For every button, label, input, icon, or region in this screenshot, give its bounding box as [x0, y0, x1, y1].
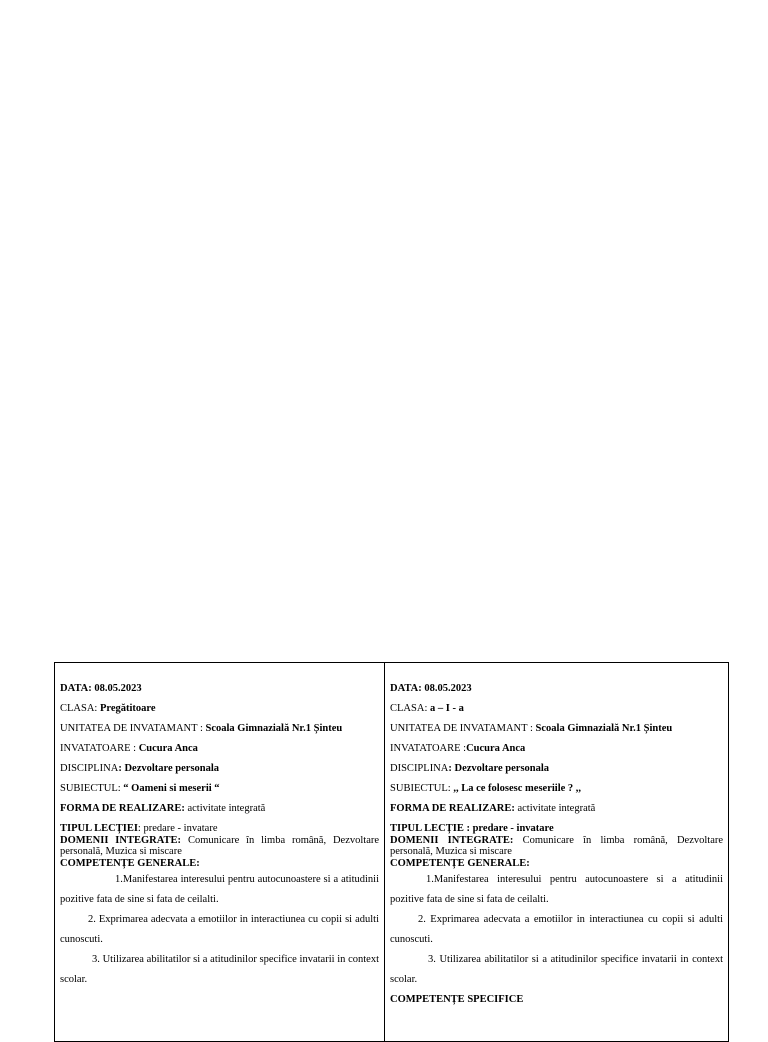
discipline-value: : Dezvoltare personala [448, 763, 550, 774]
subject-label: SUBIECTUL: [390, 783, 451, 794]
form-label: FORMA DE REALIZARE: [390, 803, 515, 814]
competence-item: 3. Utilizarea abilitatilor si a atitudinilor specifice invatarii in context scolar. [390, 954, 723, 985]
form-value: activitate integrată [187, 803, 266, 814]
specific-competences-title: COMPETENȚE SPECIFICE [390, 994, 524, 1005]
form-row [390, 799, 723, 819]
teacher-value: Cucura Anca [466, 743, 526, 754]
discipline-row [60, 759, 379, 779]
subject-label: SUBIECTUL: [60, 783, 121, 794]
competence-item: 1.Manifestarea interesului pentru autocunoastere si a atitudinii pozitive fata de sine si fata de ceilalti. [60, 874, 380, 905]
class-value: Pregătitoare [99, 703, 156, 714]
lesson-type-label: TIPUL LECȚIE : [390, 823, 470, 834]
form-value: activitate integrată [517, 803, 596, 814]
right-column [385, 663, 728, 1041]
teacher-label: INVATATOARE : [390, 743, 467, 754]
lesson-type-row [60, 823, 379, 835]
class-row [390, 699, 723, 719]
lesson-type-value: : predare - invatare [137, 823, 218, 834]
teacher-value: Cucura Anca [138, 743, 198, 754]
date-label: DATA: [60, 683, 92, 694]
school-row [60, 719, 379, 739]
subject-row [390, 779, 723, 799]
discipline-value: : Dezvoltare personala [118, 763, 220, 774]
class-value: a – I - a [429, 703, 464, 714]
lesson-plan-table [54, 662, 729, 1042]
competence-item: 2. Exprimarea adecvata a emotiilor in interactiunea cu copii si adulti cunoscuti. [60, 914, 380, 945]
lesson-type-row [390, 823, 723, 835]
school-label: UNITATEA DE INVATAMANT : [390, 723, 533, 734]
teacher-row [60, 739, 379, 759]
school-value: Scoala Gimnazială Nr.1 Șinteu [205, 723, 343, 734]
teacher-label: INVATATOARE : [60, 743, 137, 754]
class-label: CLASA: [60, 703, 98, 714]
domains-value: Comunicare în limba română, Dezvoltare personală, Muzica si miscare [390, 835, 724, 857]
teacher-row [390, 739, 723, 759]
date-value: 08.05.2023 [94, 683, 142, 694]
date-row [390, 679, 723, 699]
form-row [60, 799, 379, 819]
domains-label: DOMENII INTEGRATE: [390, 835, 514, 846]
general-competences-title: COMPETENȚE GENERALE: [60, 858, 200, 869]
domains-value: Comunicare în limba română, Dezvoltare personală, Muzica si miscare [60, 835, 380, 857]
general-competences-title: COMPETENȚE GENERALE: [390, 858, 530, 869]
discipline-label: DISCIPLINA [60, 763, 119, 774]
competence-item: 3. Utilizarea abilitatilor si a atitudinilor specifice invatarii in context scolar. [60, 954, 380, 985]
date-value: 08.05.2023 [424, 683, 472, 694]
subject-value: ,, La ce folosesc meseriile ? ,, [453, 783, 582, 794]
school-label: UNITATEA DE INVATAMANT : [60, 723, 203, 734]
class-row [60, 699, 379, 719]
date-row [60, 679, 379, 699]
school-value: Scoala Gimnazială Nr.1 Șinteu [535, 723, 673, 734]
subject-value: “ Oameni si meserii “ [123, 783, 220, 794]
school-row [390, 719, 723, 739]
left-column [55, 663, 385, 1041]
date-label: DATA: [390, 683, 422, 694]
domains-label: DOMENII INTEGRATE: [60, 835, 182, 846]
competence-item: 2. Exprimarea adecvata a emotiilor in interactiunea cu copii si adulti cunoscuti. [390, 914, 723, 945]
discipline-row [390, 759, 723, 779]
lesson-type-label: TIPUL LECȚIEI [60, 823, 138, 834]
discipline-label: DISCIPLINA [390, 763, 449, 774]
subject-row [60, 779, 379, 799]
competence-item: 1.Manifestarea interesului pentru autocunoastere si a atitudinii pozitive fata de sine si fata de ceilalti. [390, 874, 723, 905]
form-label: FORMA DE REALIZARE: [60, 803, 185, 814]
lesson-type-value: predare - invatare [472, 823, 554, 834]
class-label: CLASA: [390, 703, 428, 714]
domains-row [390, 835, 723, 857]
domains-row [60, 835, 379, 857]
